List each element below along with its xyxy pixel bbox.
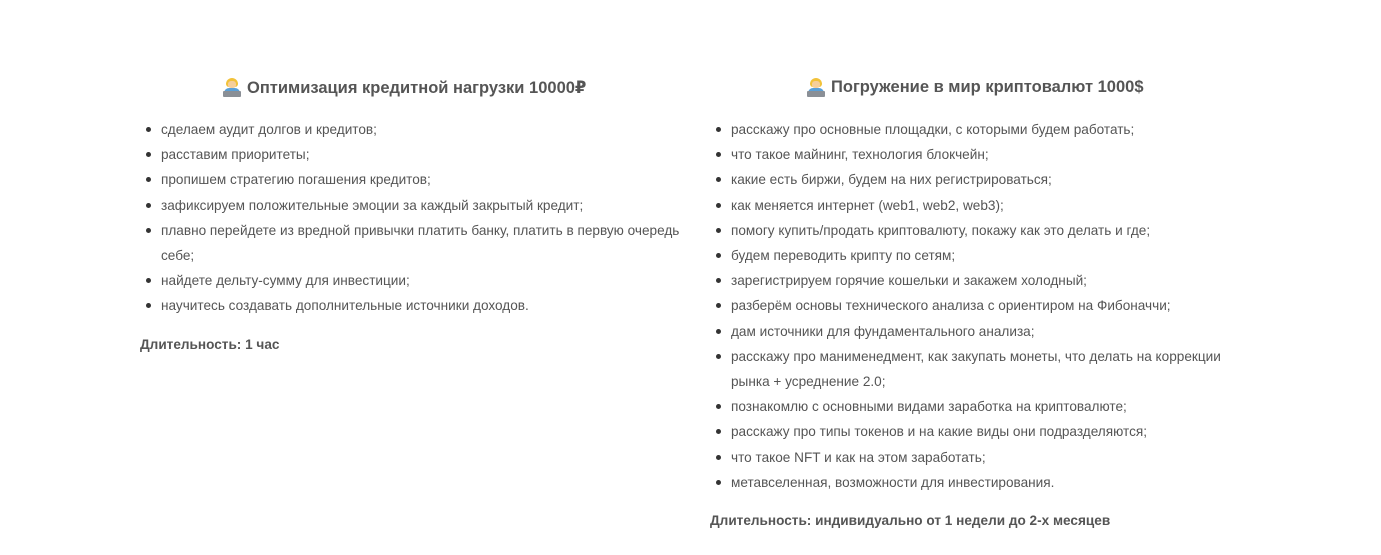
- list-item: будем переводить крипту по сетям;: [731, 243, 1251, 268]
- list-item: плавно перейдете из вредной привычки платить банку, платить в первую очередь себе;: [161, 218, 701, 268]
- list-item: расскажу про основные площадки, с которыми будем работать;: [731, 117, 1251, 142]
- list-item: научитесь создавать дополнительные источники доходов.: [161, 293, 701, 318]
- list-item: познакомлю с основными видами заработка на криптовалюте;: [731, 394, 1251, 419]
- list-item: какие есть биржи, будем на них регистрироваться;: [731, 167, 1251, 192]
- list-item: как меняется интернет (web1, web2, web3);: [731, 193, 1251, 218]
- service-duration: Длительность: 1 час: [140, 337, 280, 352]
- service-feature-list: [710, 117, 1251, 495]
- list-item: сделаем аудит долгов и кредитов;: [161, 117, 701, 142]
- service-title-text: Погружение в мир криптовалют 1000$: [831, 78, 1144, 96]
- list-item: пропишем стратегию погашения кредитов;: [161, 167, 701, 192]
- list-item: зарегистрируем горячие кошельки и закажем холодный;: [731, 268, 1251, 293]
- list-item: расскажу про манименедмент, как закупать монеты, что делать на коррекции рынка + усреднение 2.0;: [731, 344, 1251, 394]
- list-item: найдете дельту-сумму для инвестиции;: [161, 268, 701, 293]
- service-title: [807, 78, 1144, 98]
- woman-technologist-icon: [223, 78, 241, 98]
- woman-technologist-icon: [807, 78, 825, 98]
- service-title: [223, 78, 586, 98]
- list-item: дам источники для фундаментального анализа;: [731, 319, 1251, 344]
- service-feature-list: [140, 117, 701, 319]
- list-item: метавселенная, возможности для инвестирования.: [731, 470, 1251, 495]
- list-item: что такое NFT и как на этом заработать;: [731, 445, 1251, 470]
- service-title-text: Оптимизация кредитной нагрузки 10000₽: [247, 78, 587, 97]
- list-item: расставим приоритеты;: [161, 142, 701, 167]
- list-item: помогу купить/продать криптовалюту, покажу как это делать и где;: [731, 218, 1251, 243]
- list-item: разберём основы технического анализа с ориентиром на Фибоначчи;: [731, 293, 1251, 318]
- list-item: что такое майнинг, технология блокчейн;: [731, 142, 1251, 167]
- list-item: зафиксируем положительные эмоции за каждый закрытый кредит;: [161, 193, 701, 218]
- service-duration: Длительность: индивидуально от 1 недели до 2-х месяцев: [710, 513, 1111, 528]
- list-item: расскажу про типы токенов и на какие виды они подразделяются;: [731, 419, 1251, 444]
